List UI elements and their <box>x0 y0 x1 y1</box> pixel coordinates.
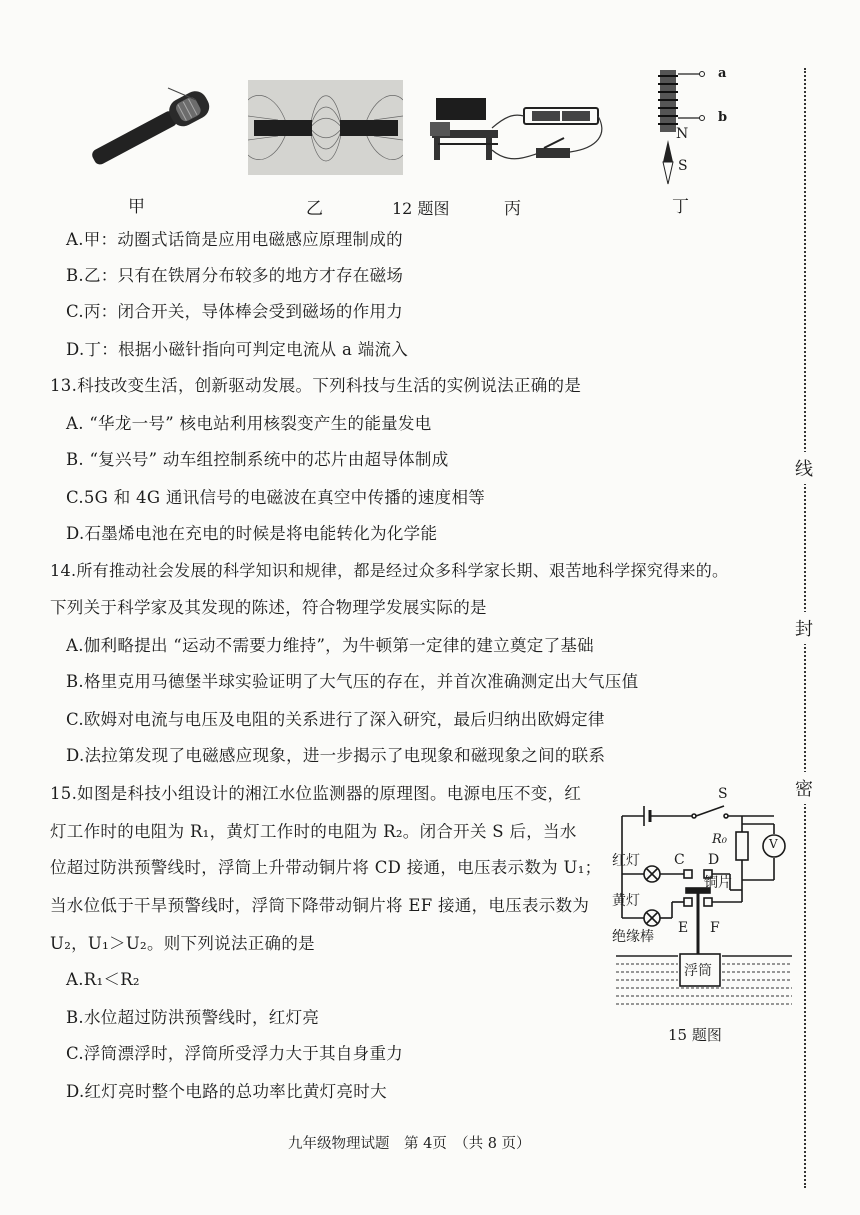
circuit-label-insulator: 绝缘棒 <box>612 929 654 945</box>
q13-option-a: A. “华龙一号” 核电站利用核裂变产生的能量发电 <box>66 414 432 433</box>
fig-label-yi: 乙 <box>306 199 323 219</box>
coil-label-a: a <box>718 66 727 81</box>
q15-option-c: C.浮筒漂浮时，浮筒所受浮力大于其自身重力 <box>66 1044 404 1063</box>
q15-stem-line3: 位超过防洪预警线时，浮筒上升带动铜片将 CD 接通，电压表示数为 U₁； <box>50 858 602 877</box>
circuit-label-switch: S <box>718 786 728 802</box>
circuit-label-r0: R₀ <box>712 832 727 847</box>
circuit-label-f: F <box>710 920 720 936</box>
q12-option-d: D.丁：根据小磁针指向可判定电流从 a 端流入 <box>66 340 409 359</box>
q15-option-d: D.红灯亮时整个电路的总功率比黄灯亮时大 <box>66 1082 387 1101</box>
binding-char-mi: 密 <box>795 772 813 804</box>
fig12-caption: 12 题图 <box>392 199 450 218</box>
q14-option-b: B.格里克用马德堡半球实验证明了大气压的存在，并首次准确测定出大气压值 <box>66 672 639 691</box>
q12-option-a: A.甲：动圈式话筒是应用电磁感应原理制成的 <box>66 230 403 249</box>
q13-option-d: D.石墨烯电池在充电的时候是将电能转化为化学能 <box>66 524 438 543</box>
q14-stem-line2: 下列关于科学家及其发现的陈述，符合物理学发展实际的是 <box>50 598 487 617</box>
q15-stem-line1: 15.如图是科技小组设计的湘江水位监测器的原理图。电源电压不变，红 <box>50 784 582 803</box>
circuit-label-float: 浮筒 <box>684 963 712 979</box>
q12-option-c: C.丙：闭合开关，导体棒会受到磁场的作用力 <box>66 302 404 321</box>
q15-option-b: B.水位超过防洪预警线时，红灯亮 <box>66 1008 320 1027</box>
compass-label-s: S <box>678 158 688 174</box>
circuit-label-e: E <box>678 920 689 936</box>
q13-option-c: C.5G 和 4G 通讯信号的电磁波在真空中传播的速度相等 <box>66 488 486 507</box>
figure-motor-principle <box>428 84 608 179</box>
fig-label-jia: 甲 <box>128 197 145 217</box>
q14-stem-line1: 14.所有推动社会发展的科学知识和规律，都是经过众多科学家长期、艰苦地科学探究得来的。 <box>50 561 729 580</box>
q15-stem-line5: U₂，U₁＞U₂。则下列说法正确的是 <box>50 934 315 953</box>
q15-circuit-diagram <box>612 786 798 1016</box>
q12-option-b: B.乙：只有在铁屑分布较多的地方才存在磁场 <box>66 266 404 285</box>
q13-stem: 13.科技改变生活，创新驱动发展。下列科技与生活的实例说法正确的是 <box>50 376 582 395</box>
figure-coil-compass <box>652 64 742 189</box>
fig15-caption: 15 题图 <box>668 1026 722 1044</box>
q13-option-b: B. “复兴号” 动车组控制系统中的芯片由超导体制成 <box>66 450 449 469</box>
circuit-label-copper: 铜片 <box>704 875 732 891</box>
circuit-label-voltmeter: V <box>769 837 778 851</box>
page-footer: 九年级物理试题 第 4页 （共 8 页） <box>288 1136 531 1152</box>
q14-option-d: D.法拉第发现了电磁感应现象，进一步揭示了电现象和磁现象之间的联系 <box>66 746 606 765</box>
binding-char-feng: 封 <box>795 612 813 644</box>
circuit-label-red-lamp: 红灯 <box>612 853 640 869</box>
fig-label-ding: 丁 <box>672 197 689 217</box>
figure-iron-filings <box>248 80 403 175</box>
figure-microphone <box>78 78 228 178</box>
q15-stem-line2: 灯工作时的电阻为 R₁，黄灯工作时的电阻为 R₂。闭合开关 S 后，当水 <box>50 822 577 841</box>
q15-stem-line4: 当水位低于干旱预警线时，浮筒下降带动铜片将 EF 接通，电压表示数为 <box>50 896 590 915</box>
compass-label-n: N <box>676 126 689 142</box>
q14-option-c: C.欧姆对电流与电压及电阻的关系进行了深入研究，最后归纳出欧姆定律 <box>66 710 605 729</box>
q14-option-a: A.伽利略提出 “运动不需要力维持”，为牛顿第一定律的建立奠定了基础 <box>66 636 594 655</box>
fig-label-bing: 丙 <box>504 199 521 219</box>
coil-label-b: b <box>718 110 728 125</box>
circuit-label-yellow-lamp: 黄灯 <box>612 893 640 909</box>
circuit-label-d: D <box>708 852 720 868</box>
binding-char-xian: 线 <box>795 452 813 484</box>
circuit-label-c: C <box>674 852 685 868</box>
q15-option-a: A.R₁＜R₂ <box>66 970 140 989</box>
